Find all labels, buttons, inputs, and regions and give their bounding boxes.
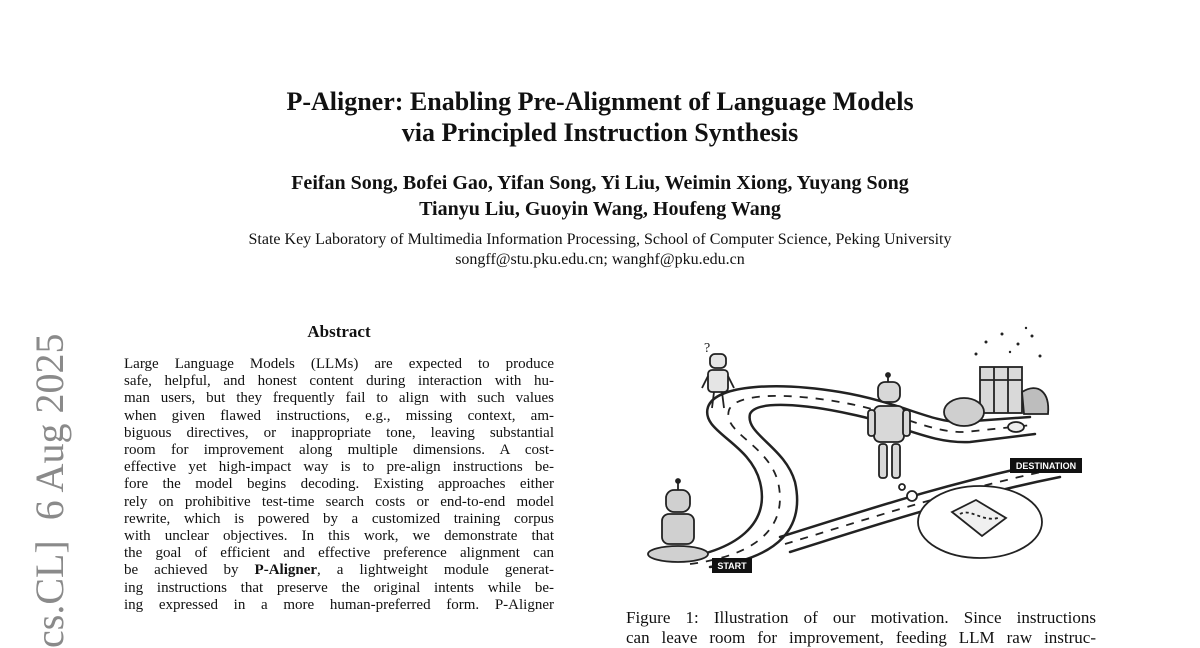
abstract-line: rewrite, which is powered by a customized training corpus: [124, 510, 554, 527]
abstract-line: room for improvement along multiple dimensions. A cost-: [124, 442, 554, 459]
start-label-text: START: [717, 561, 747, 571]
destination-label-text: DESTINATION: [1015, 461, 1077, 471]
robot-sitting-icon: [648, 479, 708, 562]
abstract-line: fore the model begins decoding. Existing approaches either: [124, 476, 554, 493]
treasure-crate-icon: [944, 367, 1048, 432]
author-list: [0, 170, 1200, 222]
abstract-line: man users, but they frequently fail to align with such values: [124, 390, 554, 407]
emails: songff@stu.pku.edu.cn; wanghf@pku.edu.cn: [455, 251, 745, 268]
sparkle-dots: [975, 327, 1042, 358]
figure-1-illustration: [630, 322, 1090, 592]
robot-walking-icon: [868, 373, 910, 478]
method-name: P-Aligner: [254, 562, 318, 579]
paper-title: [0, 86, 1200, 148]
arxiv-stamp: [27, 324, 72, 648]
figure-caption: [626, 608, 1096, 648]
arxiv-date: 6 Aug 2025: [27, 333, 72, 521]
abstract-heading: Abstract: [307, 322, 371, 341]
abstract-text: , a lightweight module generat-: [317, 562, 554, 579]
abstract-line: safe, helpful, and honest content during interaction with hu-: [124, 373, 554, 390]
affiliation: State Key Laboratory of Multimedia Information Processing, School of Computer Science, Peking University: [248, 231, 952, 248]
abstract-line: ing expressed in a more human-preferred form. P-Aligner: [124, 596, 554, 613]
author-line: Feifan Song, Bofei Gao, Yifan Song, Yi Liu, Weimin Xiong, Yuyang Song: [291, 172, 909, 194]
author-line: Tianyu Liu, Guoyin Wang, Houfeng Wang: [419, 198, 781, 220]
title-line: P-Aligner: Enabling Pre-Alignment of Language Models: [286, 87, 914, 116]
robot-confused-icon: [702, 341, 734, 408]
abstract-line: the goal of efficient and effective preference alignment can: [124, 545, 554, 562]
arxiv-category: cs.CL]: [27, 540, 72, 648]
abstract-line: with unclear objectives. In this work, we demonstrate that: [124, 528, 554, 545]
svg-text:?: ?: [704, 341, 711, 356]
title-line: via Principled Instruction Synthesis: [401, 118, 799, 147]
destination-label: [1010, 458, 1082, 473]
abstract-line: [124, 562, 554, 579]
caption-line: can leave room for improvement, feeding LLM raw instruc-: [626, 628, 1096, 647]
abstract-line: effective yet high-impact way is to pre-align instructions be-: [124, 459, 554, 476]
abstract-line: when given flawed instructions, e.g., missing context, am-: [124, 407, 554, 424]
abstract-body: [124, 356, 554, 614]
abstract-text: be achieved by: [124, 562, 255, 579]
start-label: [712, 558, 752, 573]
abstract-line: ing instructions that preserve the original intents while be-: [124, 579, 554, 596]
abstract-line: rely on prohibitive test-time search costs or end-to-end model: [124, 493, 554, 510]
abstract-line: biguous directives, or inappropriate tone, leaving substantial: [124, 424, 554, 441]
abstract-line: Large Language Models (LLMs) are expected to produce: [124, 356, 554, 372]
affiliation-block: [0, 230, 1200, 270]
caption-line: Figure 1: Illustration of our motivation. Since instructions: [626, 608, 1096, 627]
